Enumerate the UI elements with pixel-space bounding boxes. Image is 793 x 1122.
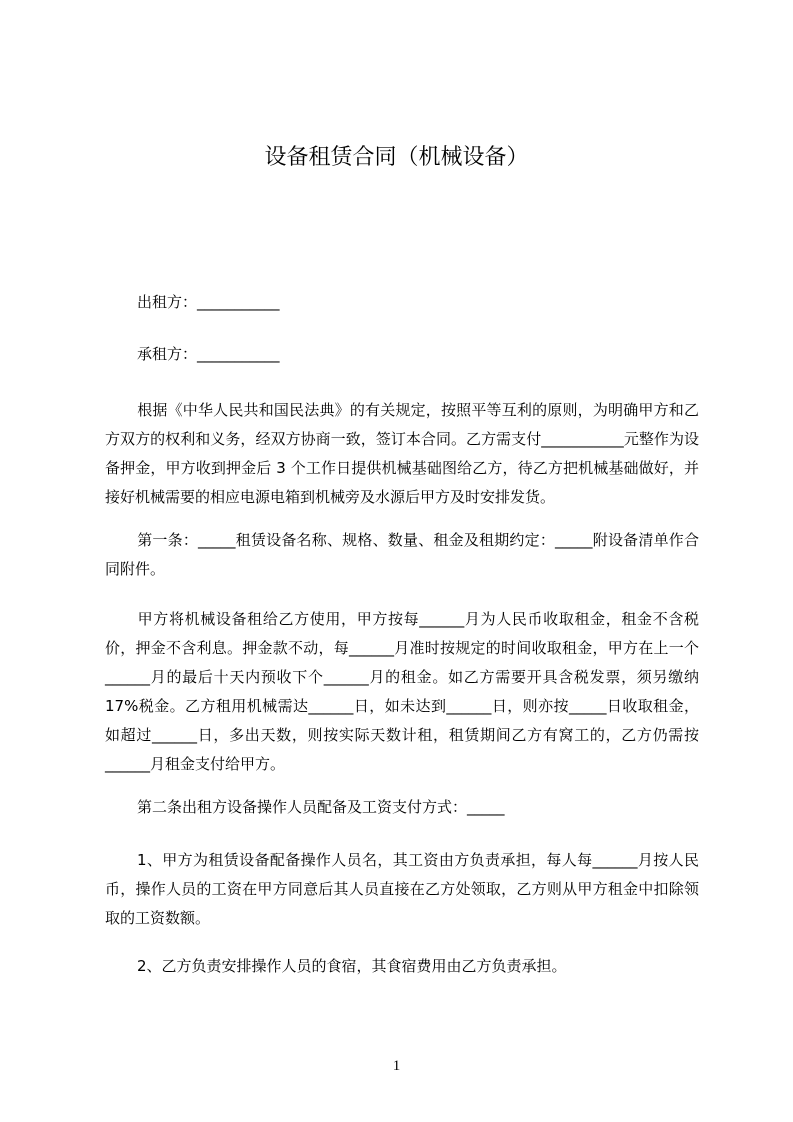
- lessor-field: 出租方：___________: [137, 293, 280, 311]
- rent-terms-paragraph: [105, 605, 699, 779]
- clause-one-text: 1、甲方为租赁设备配备操作人员名，其工资由方负责承担，每人每______月按人民币，操作人员的工资在甲方同意后其人员直接在乙方处领取，乙方则从甲方租金中扣除领取的工资数额。: [105, 851, 699, 927]
- preamble-text: 根据《中华人民共和国民法典》的有关规定，按照平等互利的原则，为明确甲方和乙方双方的权利和义务，经双方协商一致，签订本合同。乙方需支付___________元整作为设备押金，甲方收到押金后 3 个工作日提供机械基础图给乙方，待乙方把机械基础做好，并接好机械需要的相应电源电箱到机械旁及水源后甲方及时安排发货。: [105, 401, 699, 506]
- article-two-text: 第二条出租方设备操作人员配备及工资支付方式：_____: [137, 798, 505, 816]
- article-two-paragraph: [105, 793, 699, 822]
- lessee-field: 承租方：___________: [137, 345, 280, 363]
- document-title: 设备租赁合同（机械设备）: [264, 145, 529, 170]
- article-one-paragraph: [105, 526, 699, 584]
- rent-terms-text: 甲方将机械设备租给乙方使用，甲方按每______月为人民币收取租金，租金不含税价，押金不含利息。押金款不动，每______月准时按规定的时间收取租金，甲方在上一个______月的最后十天内预收下个______月的租金。如乙方需要开具含税发票，须另缴纳 17%税金。乙方租用机械需达______日，如未达到______日，则亦按_____日收取租金，如超过______日，多出天数，则按实际天数计租，租赁期间乙方有窝工的，乙方仍需按______月租金支付给甲方。: [105, 610, 699, 773]
- preamble-paragraph: [105, 396, 699, 512]
- clause-one-paragraph: [105, 846, 699, 933]
- clause-two-text: 2、乙方负责安排操作人员的食宿，其食宿费用由乙方负责承担。: [137, 957, 567, 975]
- page-number: 1: [392, 1058, 401, 1074]
- clause-two-paragraph: [105, 952, 699, 981]
- article-one-text: 第一条：_____租赁设备名称、规格、数量、租金及租期约定：_____附设备清单作合同附件。: [105, 531, 699, 578]
